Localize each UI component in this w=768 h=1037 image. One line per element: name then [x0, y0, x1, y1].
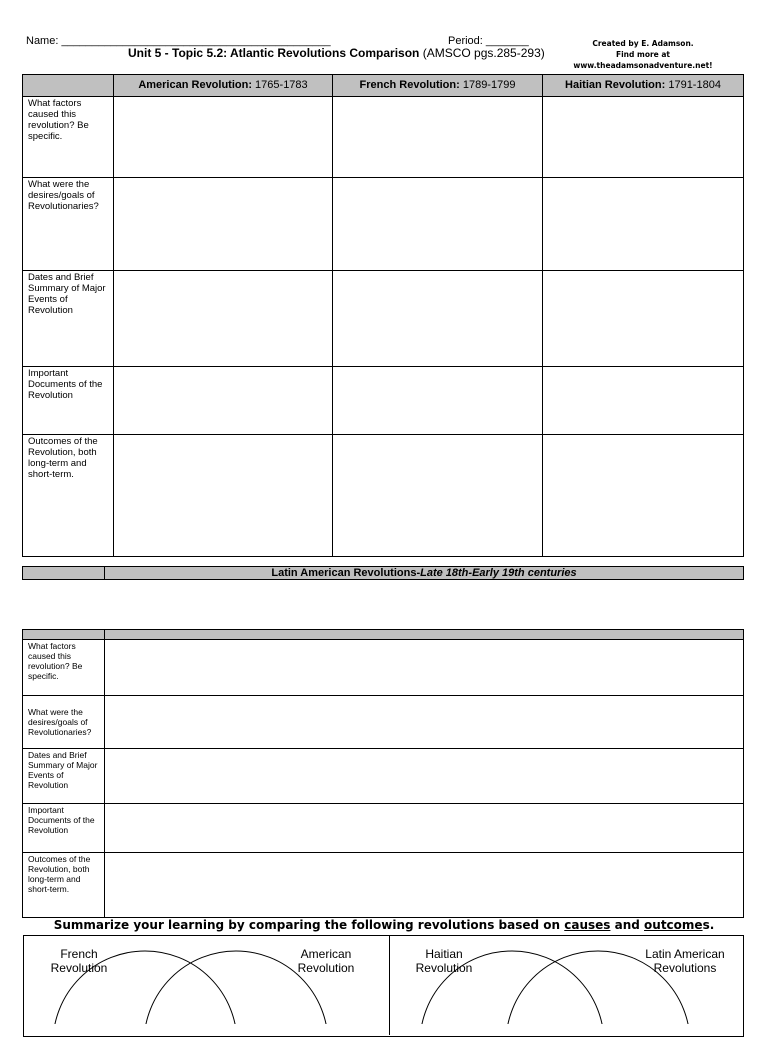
table-row — [23, 696, 744, 749]
answer-cell[interactable] — [333, 367, 543, 435]
venn-label-haitian: Haitian Revolution — [415, 947, 473, 975]
period-field-label: Period: _______ — [448, 35, 529, 47]
answer-cell[interactable] — [114, 97, 333, 178]
answer-cell[interactable] — [333, 271, 543, 367]
venn-label-french: French Revolution — [50, 947, 108, 975]
credit-website: Find more at www.theadamsonadventure.net! — [573, 50, 713, 70]
row-label: Outcomes of the Revolution, both long-term and short-term. — [23, 435, 114, 557]
worksheet-title — [128, 46, 545, 60]
row-label: What factors caused this revolution? Be specific. — [23, 640, 105, 696]
answer-cell[interactable] — [543, 178, 744, 271]
row-label: What were the desires/goals of Revolutionaries? — [23, 696, 105, 749]
table-row — [23, 749, 744, 804]
answer-cell[interactable] — [333, 178, 543, 271]
banner-title: Latin American Revolutions-Late 18th-Early 19th centuries — [105, 567, 744, 580]
answer-cell[interactable] — [105, 853, 744, 918]
answer-cell[interactable] — [543, 271, 744, 367]
table-header-row — [23, 75, 744, 97]
venn-label-latin-american: Latin American Revolutions — [645, 947, 725, 975]
table-row — [23, 435, 744, 557]
blank-header-cell — [23, 75, 114, 97]
answer-cell[interactable] — [105, 804, 744, 853]
name-field-label: Name: ____________________________________________ — [26, 35, 331, 47]
table-row — [23, 97, 744, 178]
row-label: Important Documents of the Revolution — [23, 804, 105, 853]
row-label: Dates and Brief Summary of Major Events of Revolution — [23, 271, 114, 367]
table-header-row — [23, 630, 744, 640]
answer-cell[interactable] — [114, 367, 333, 435]
table-row — [23, 640, 744, 696]
venn-label-american: American Revolution — [297, 947, 355, 975]
table-row — [23, 367, 744, 435]
latin-american-table — [22, 629, 744, 918]
table-row — [23, 271, 744, 367]
banner-blank-cell — [23, 567, 105, 580]
answer-cell[interactable] — [543, 367, 744, 435]
row-label: What factors caused this revolution? Be specific. — [23, 97, 114, 178]
table-row — [23, 853, 744, 918]
blank-header-cell — [23, 630, 105, 640]
col-american: American Revolution: 1765-1783 — [114, 75, 333, 97]
answer-cell[interactable] — [114, 178, 333, 271]
answer-cell[interactable] — [105, 749, 744, 804]
answer-cell[interactable] — [333, 435, 543, 557]
row-label: Dates and Brief Summary of Major Events of Revolution — [23, 749, 105, 804]
blank-header-cell — [105, 630, 744, 640]
answer-cell[interactable] — [543, 435, 744, 557]
answer-cell[interactable] — [114, 435, 333, 557]
answer-cell[interactable] — [105, 696, 744, 749]
row-label: What were the desires/goals of Revolutionaries? — [23, 178, 114, 271]
table-row — [23, 804, 744, 853]
col-french: French Revolution: 1789-1799 — [333, 75, 543, 97]
row-label: Important Documents of the Revolution — [23, 367, 114, 435]
author-credit — [548, 38, 738, 71]
title-main: Unit 5 - Topic 5.2: Atlantic Revolutions Comparison — [128, 46, 420, 60]
answer-cell[interactable] — [333, 97, 543, 178]
credit-author: Created by E. Adamson. — [592, 39, 694, 48]
col-haitian: Haitian Revolution: 1791-1804 — [543, 75, 744, 97]
answer-cell[interactable] — [114, 271, 333, 367]
row-label: Outcomes of the Revolution, both long-term and short-term. — [23, 853, 105, 918]
latin-american-banner — [22, 566, 744, 580]
atlantic-revolutions-table — [22, 74, 744, 557]
table-row — [23, 178, 744, 271]
summary-instruction: Summarize your learning by comparing the following revolutions based on causes and outcomes. — [53, 918, 715, 932]
answer-cell[interactable] — [105, 640, 744, 696]
answer-cell[interactable] — [543, 97, 744, 178]
title-pages: (AMSCO pgs.285-293) — [419, 46, 545, 60]
